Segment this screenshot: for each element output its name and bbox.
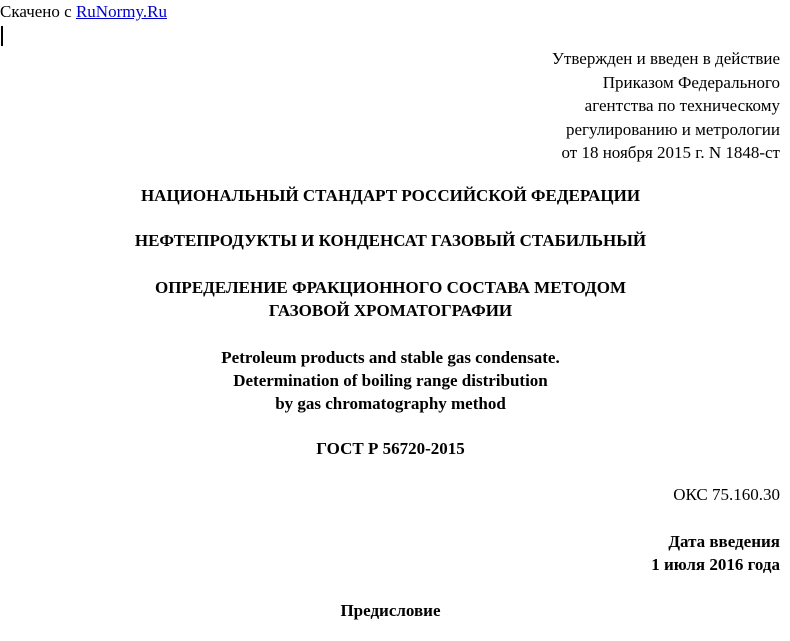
designation-text: ГОСТ Р 56720-2015 [316,439,465,458]
title-ru-1-text: НЕФТЕПРОДУКТЫ И КОНДЕНСАТ ГАЗОВЫЙ СТАБИЛЬНЫЙ [134,231,647,250]
text-cursor [1,26,3,46]
foreword-heading [0,599,781,622]
standard-type-heading [0,184,781,207]
title-en-line: Petroleum products and stable gas condensate. [221,348,560,367]
designation [0,437,781,460]
source-link[interactable]: RuNormy.Ru [75,2,167,21]
foreword-heading-text: Предисловие [340,601,441,620]
title-en-line: Determination of boiling range distribution [233,371,548,390]
source-line [0,2,167,22]
source-prefix: Скачено с [0,2,76,21]
approval-block [552,47,780,165]
standard-type-text: НАЦИОНАЛЬНЫЙ СТАНДАРТ РОССИЙСКОЙ ФЕДЕРАЦИИ [140,186,641,205]
title-ru-1 [0,229,781,252]
approval-line: Утвержден и введен в действие [551,49,780,68]
effective-date-value: 1 июля 2016 года [651,555,780,574]
approval-line: регулированию и метрологии [565,119,780,139]
title-ru-2 [0,276,781,322]
oks-code: ОКС 75.160.30 [673,485,780,504]
approval-line: от 18 ноября 2015 г. N 1848-ст [561,143,780,163]
approval-line: Приказом Федерального [602,72,780,92]
title-en-line: by gas chromatography method [275,394,506,413]
effective-date-label: Дата введения [668,532,780,551]
title-ru-2-line: ГАЗОВОЙ ХРОМАТОГРАФИИ [268,301,513,320]
title-en [0,346,781,415]
title-ru-2-line: ОПРЕДЕЛЕНИЕ ФРАКЦИОННОГО СОСТАВА МЕТОДОМ [154,278,627,297]
approval-line: агентства по техническому [584,96,780,116]
